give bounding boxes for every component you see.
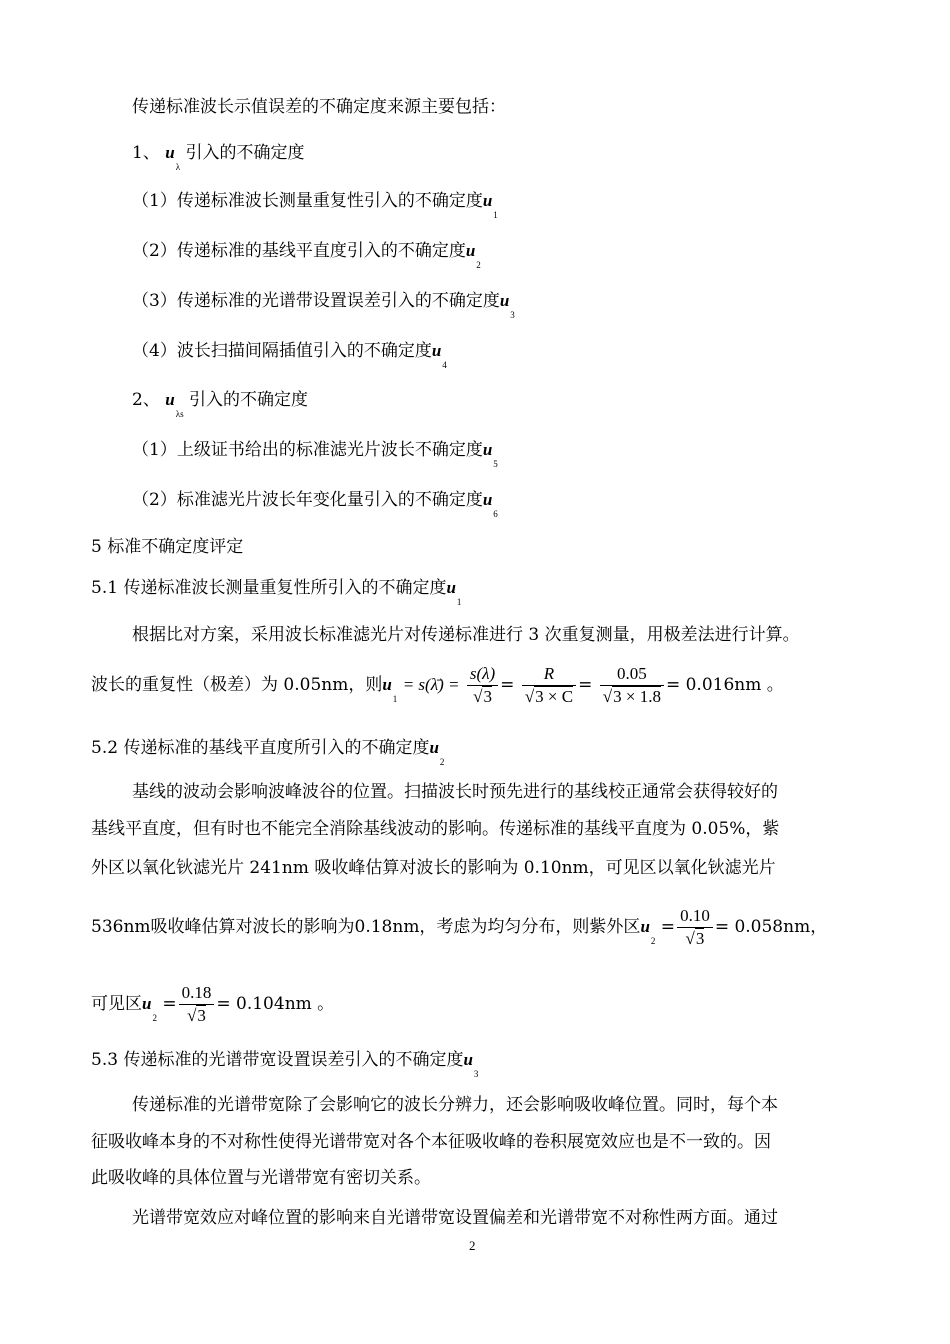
paragraph-5-3-c: 此吸收峰的具体位置与光谱带宽有密切关系。 bbox=[91, 1168, 431, 1188]
heading-5-3: 5.3 传递标准的光谱带宽设置误差引入的不确定度$u_3$ bbox=[91, 1050, 479, 1079]
item-4: （4）波长扫描间隔插值引入的不确定度$u_4$ bbox=[132, 341, 447, 370]
formula-fraction-3: $\frac{0.05}{√3 \times 1.8}$ bbox=[600, 663, 664, 708]
section-2-heading: 2、 $u_{\lambda s}$ 引入的不确定度 bbox=[132, 390, 308, 419]
formula-fraction-4: $\frac{0.10}{√3}$ bbox=[677, 905, 713, 950]
paragraph-5-3-b: 征吸收峰本身的不对称性使得光谱带宽对各个本征吸收峰的卷积展宽效应也是不一致的。因 bbox=[91, 1132, 771, 1152]
paragraph-5-2-e: 可见区$u_2$ = $\frac{0.18}{√3}$ = 0.104nm 。 bbox=[91, 983, 335, 1025]
heading-5: 5 标准不确定度评定 bbox=[91, 537, 244, 557]
heading-5-1: 5.1 传递标准波长测量重复性所引入的不确定度$u_1$ bbox=[91, 578, 462, 607]
item-1: （1）传递标准波长测量重复性引入的不确定度$u_1$ bbox=[132, 191, 498, 220]
paragraph-5-3-d: 光谱带宽效应对峰位置的影响来自光谱带宽设置偏差和光谱带宽不对称性两方面。通过 bbox=[132, 1208, 778, 1228]
formula-fraction-2: $\frac{R}{√3 \times C}$ bbox=[522, 663, 576, 708]
formula-fraction-5: $\frac{0.18}{√3}$ bbox=[179, 982, 215, 1027]
paragraph-5-1-b: 波长的重复性（极差）为 0.05nm，则$u_1$ = s(λ̄) = $\frac{s(\lambda)}{√3}$ = $\frac{R}{√3 \times C}$ = $\frac{0.05}{√3 \times 1.8}$ = 0.016nm 。 bbox=[91, 664, 784, 706]
paragraph-5-2-b: 基线平直度，但有时也不能完全消除基线波动的影响。传递标准的基线平直度为 0.05%，紫 bbox=[91, 819, 780, 839]
item-3: （3）传递标准的光谱带设置误差引入的不确定度$u_3$ bbox=[132, 291, 515, 320]
item-2: （2）传递标准的基线平直度引入的不确定度$u_2$ bbox=[132, 241, 481, 270]
formula-fraction-1: $\frac{s(\lambda)}{√3}$ bbox=[467, 663, 498, 708]
paragraph-5-2-d: 536nm吸收峰估算对波长的影响为0.18nm，考虑为均匀分布，则紫外区$u_2$ = $\frac{0.10}{√3}$ = 0.058nm， bbox=[91, 906, 828, 948]
page-number: 2 bbox=[469, 1238, 476, 1253]
heading-5-2: 5.2 传递标准的基线平直度所引入的不确定度$u_2$ bbox=[91, 738, 445, 767]
paragraph-5-2-a: 基线的波动会影响波峰波谷的位置。扫描波长时预先进行的基线校正通常会获得较好的 bbox=[132, 782, 778, 802]
section-1-heading: 1、 $u_\lambda$ 引入的不确定度 bbox=[132, 143, 305, 172]
paragraph-5-3-a: 传递标准的光谱带宽除了会影响它的波长分辨力，还会影响吸收峰位置。同时，每个本 bbox=[132, 1095, 778, 1115]
paragraph-5-1-a: 根据比对方案，采用波长标准滤光片对传递标准进行 3 次重复测量，用极差法进行计算。 bbox=[132, 625, 800, 645]
intro-text: 传递标准波长示值误差的不确定度来源主要包括： bbox=[132, 97, 506, 117]
paragraph-5-2-c: 外区以氧化钬滤光片 241nm 吸收峰估算对波长的影响为 0.10nm，可见区以氧化钬滤光片 bbox=[91, 858, 776, 878]
item-5: （1）上级证书给出的标准滤光片波长不确定度$u_5$ bbox=[132, 440, 498, 469]
item-6: （2）标准滤光片波长年变化量引入的不确定度$u_6$ bbox=[132, 490, 498, 519]
